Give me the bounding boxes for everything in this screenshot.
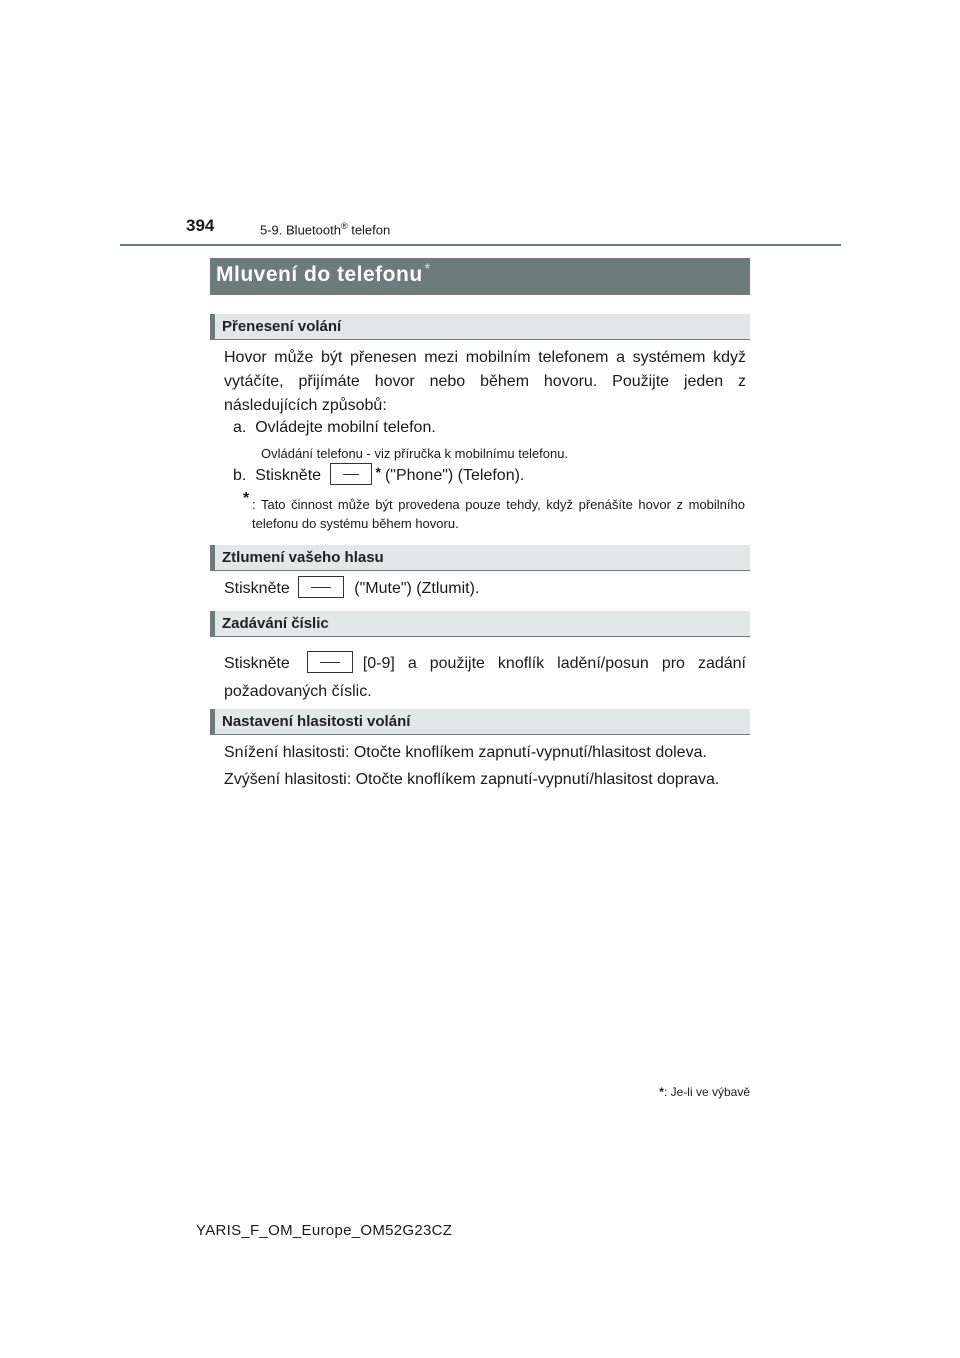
- breadcrumb-suffix: telefon: [347, 222, 391, 238]
- section-heading-volume: [210, 709, 750, 735]
- instruction-text-suffix: ("Mute") (Ztlumit).: [354, 580, 480, 597]
- asterisk-icon: *: [375, 464, 381, 480]
- volume-increase: Zvýšení hlasitosti: Otočte knoflíkem zapnutí-vypnutí/hlasitost doprava.: [224, 771, 720, 788]
- volume-decrease: Snížení hlasitosti: Otočte knoflíkem zapnutí-vypnutí/hlasitost doleva.: [224, 744, 707, 761]
- list-item-b: [233, 464, 524, 488]
- phone-key-icon: [330, 463, 372, 485]
- heading-accent-bar: [210, 545, 215, 570]
- instruction-text-suffix: [0-9] a použijte knoflík ladění/posun pro zadání požadovaných číslic.: [224, 655, 746, 700]
- list-item-text-suffix: ("Phone") (Telefon).: [384, 467, 525, 484]
- heading-accent-bar: [210, 314, 215, 339]
- breadcrumb: [260, 221, 390, 237]
- mute-key-icon: [298, 576, 344, 598]
- transfer-note: [252, 495, 745, 533]
- instruction-text: Stiskněte: [224, 580, 290, 597]
- list-item-a: [233, 416, 436, 440]
- document-code: YARIS_F_OM_Europe_OM52G23CZ: [196, 1222, 453, 1239]
- section-heading-text: Nastavení hlasitosti volání: [222, 713, 411, 730]
- heading-accent-bar: [210, 611, 215, 636]
- section-heading-text: Zadávání číslic: [222, 615, 329, 632]
- page-number: 394: [186, 216, 215, 235]
- availability-footnote: [659, 1085, 750, 1099]
- keypad-key-icon: [307, 651, 353, 673]
- breadcrumb-section: 5-9. Bluetooth: [260, 222, 341, 238]
- page-title-text: Mluvení do telefonu: [216, 263, 423, 286]
- section-heading-transfer: [210, 314, 750, 340]
- section-heading-digits: [210, 611, 750, 637]
- footnote-text: : Je-li ve výbavě: [663, 1085, 750, 1099]
- digits-instruction: [224, 650, 746, 706]
- section-heading-text: Přenesení volání: [222, 318, 342, 335]
- note-asterisk: *: [243, 490, 250, 507]
- transfer-note-text: : Tato činnost může být provedena pouze tehdy, když přenášíte hovor z mobilního telefonu do systému během hovoru.: [252, 497, 745, 531]
- list-item-label: a.: [233, 419, 247, 436]
- registered-mark: ®: [340, 221, 348, 231]
- list-item-text: Ovládejte mobilní telefon.: [255, 419, 436, 436]
- section-heading-mute: [210, 545, 750, 571]
- section-heading-text: Ztlumení vašeho hlasu: [222, 549, 384, 566]
- page-title: [210, 258, 750, 295]
- list-item-a-note: Ovládání telefonu - viz příručka k mobilnímu telefonu.: [261, 446, 569, 461]
- header-divider: [120, 244, 841, 246]
- list-item-text: Stiskněte: [255, 467, 322, 484]
- list-item-label: b.: [233, 467, 247, 484]
- asterisk-icon: *: [424, 260, 431, 276]
- asterisk-icon: *: [659, 1085, 664, 1099]
- heading-accent-bar: [210, 709, 215, 734]
- mute-instruction: [224, 577, 479, 601]
- transfer-intro: Hovor může být přenesen mezi mobilním telefonem a systémem když vytáčíte, přijímáte hovor nebo během hovoru. Použijte jeden z následujících způsobů:: [224, 349, 746, 414]
- instruction-text: Stiskněte: [224, 655, 290, 672]
